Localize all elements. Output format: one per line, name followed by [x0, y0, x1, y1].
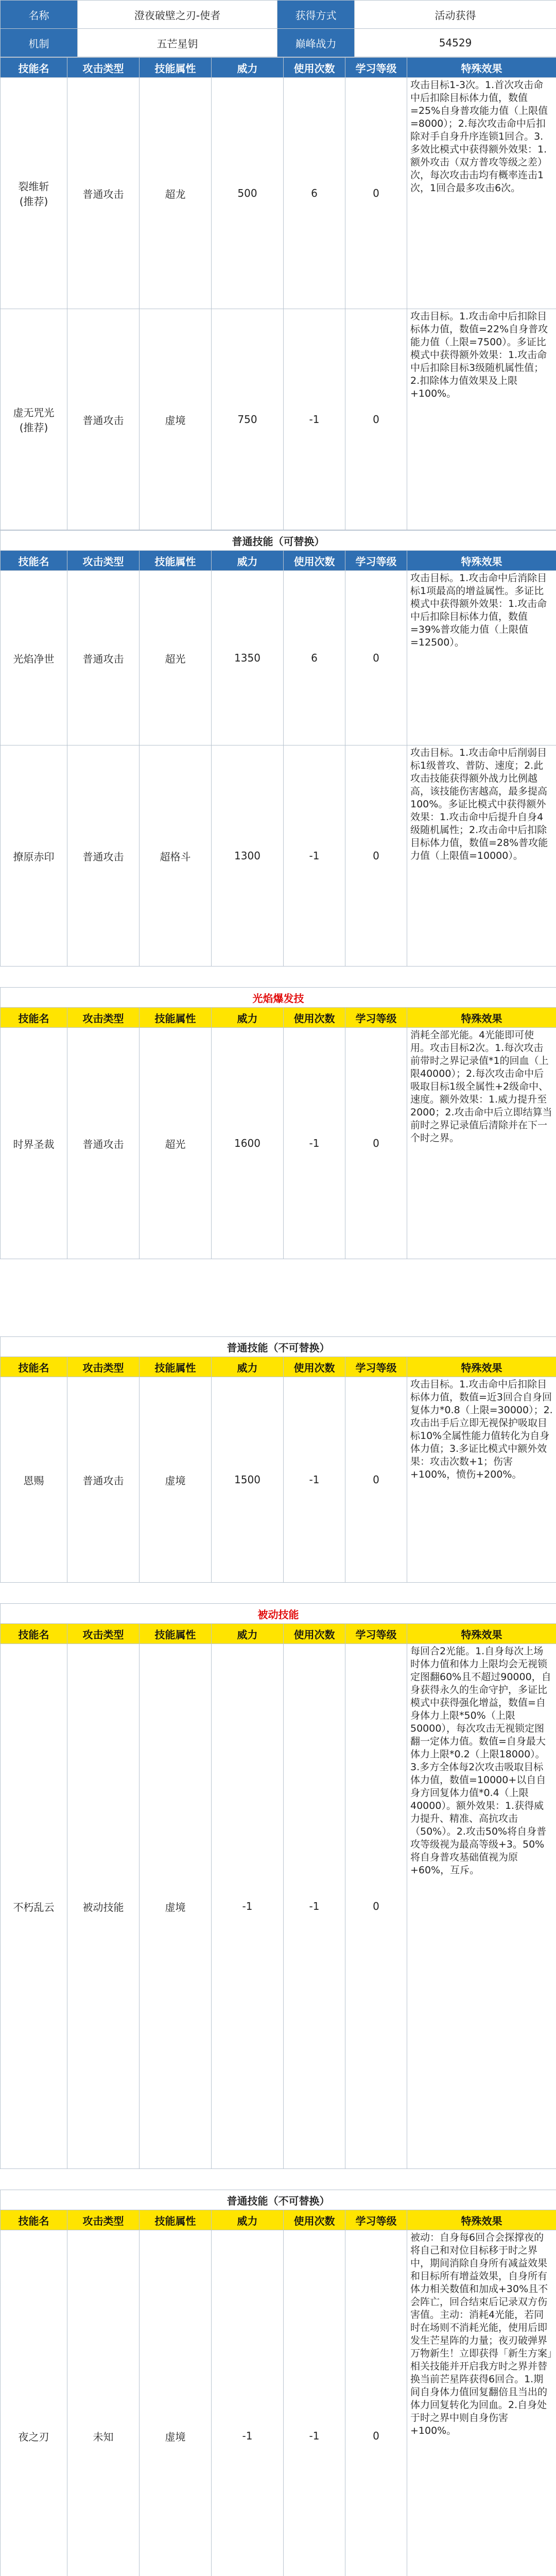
table-header-row: [1, 1624, 556, 1644]
info-table: [0, 0, 556, 57]
column-header: 技能属性: [140, 1008, 212, 1028]
column-header: 使用次数: [284, 1624, 345, 1644]
table-header-row: [1, 2210, 556, 2230]
attack-type: 未知: [67, 2230, 140, 2576]
special-effect: 消耗全部光能。4光能即可使用。攻击目标2次。1.每次攻击前带时之界记录值*1的回血（上限40000）；2.每次攻击命中后吸取目标1级全属性+2级命中、速度。额外效果：1.威力提升至2000；2.攻击命中后立即结算当前时之界记录值后清除并在下一个时之界。: [407, 1028, 556, 1259]
column-header: 技能属性: [140, 551, 212, 571]
skill-name: 裂维斩 (推荐): [1, 78, 67, 309]
column-header: 攻击类型: [67, 58, 140, 78]
column-header: 学习等级: [345, 1008, 407, 1028]
column-header: 技能名: [1, 58, 67, 78]
column-header: 使用次数: [284, 58, 345, 78]
skill-power: 1600: [212, 1028, 284, 1259]
skill-table: [0, 1336, 556, 1583]
column-header: 技能名: [1, 551, 67, 571]
attack-type: 普通攻击: [67, 745, 140, 967]
learn-level: 0: [345, 1644, 407, 2169]
column-header: 特殊效果: [407, 1624, 556, 1644]
learn-level: 0: [345, 2230, 407, 2576]
use-count: 6: [284, 571, 345, 745]
special-effect: 每回合2光能。1.自身每次上场时体力值和体力上限均会无视锁定图翻60%且不超过90000，自身获得永久的生命守护，多证比模式中获得强化增益，数值=自身体力上限*50%（上限50000），每次攻击无视锁定图翻一定体力值。数值=自身最大体力上限*0.2（上限18000）。3.多方全体每2次攻击吸取目标体力值，数值=10000+以自自身方回复体力值*0.4（上限40000）。额外效果：1.获得威力提升、精准、高抗攻击（50%）。2.攻击50%将自身普攻等级视为最高等级+3。50%将自身普攻基础值视为原+60%，互斥。: [407, 1644, 556, 2169]
table-row: [1, 309, 556, 530]
name-label: 名称: [1, 1, 78, 29]
learn-level: 0: [345, 571, 407, 745]
skill-name: 时界圣裁: [1, 1028, 67, 1259]
column-header: 特殊效果: [407, 58, 556, 78]
skill-attribute: 虚境: [140, 1644, 212, 2169]
skill-attribute: 超格斗: [140, 745, 212, 967]
column-header: 技能名: [1, 2210, 67, 2230]
power-label: 巅峰战力: [277, 29, 355, 57]
learn-level: 0: [345, 78, 407, 309]
table-row: [1, 1644, 556, 2169]
skill-sections: [0, 57, 556, 2576]
learn-level: 0: [345, 309, 407, 530]
column-header: 威力: [212, 1008, 284, 1028]
skill-attribute: 超龙: [140, 78, 212, 309]
special-effect: 被动：自身每6回合会探撑夜的将自己和对位目标移于时之界中，期间消除自身所有减益效果和目标所有增益效果，自身所有体力相关数值和加成+30%且不会阵亡，回合结束后记录双方伤害值。主动：消耗4光能，若同时在场则不消耗光能，使用后即发生芒星阵的力量；夜刃破弹界万物新生！立即获得「新生方案」相关技能并开启我方时之界并替换当前芒星阵获得6回合。1.期间自身体力值回复翻倍且当出的体力回复转化为回血。2.自身处于时之界中则自身伤害+100%。: [407, 2230, 556, 2576]
attack-type: 普通攻击: [67, 1377, 140, 1583]
skill-power: 1300: [212, 745, 284, 967]
column-header: 威力: [212, 2210, 284, 2230]
section-title: 普通技能（不可替换）: [1, 1337, 556, 1357]
column-header: 技能属性: [140, 58, 212, 78]
column-header: 学习等级: [345, 1357, 407, 1377]
acquire-value: 活动获得: [355, 1, 556, 29]
use-count: 6: [284, 78, 345, 309]
column-header: 使用次数: [284, 1357, 345, 1377]
skill-power: -1: [212, 1644, 284, 2169]
column-header: 技能名: [1, 1008, 67, 1028]
table-row: [1, 1377, 556, 1583]
section-gap: [0, 1259, 556, 1336]
column-header: 威力: [212, 1357, 284, 1377]
skill-name: 不朽乱云: [1, 1644, 67, 2169]
table-row: [1, 1028, 556, 1259]
attack-type: 被动技能: [67, 1644, 140, 2169]
skill-attribute: 超光: [140, 571, 212, 745]
section-gap: [0, 1583, 556, 1603]
table-header-row: [1, 1008, 556, 1028]
skill-power: 750: [212, 309, 284, 530]
skill-table: [0, 987, 556, 1259]
special-effect: 攻击目标。1.攻击命中后削弱目标1级普攻、普防、速度；2.此攻击技能获得额外战力比例越高，该技能伤害越高，最多提高100%。多证比模式中获得额外效果：1.攻击命中后提升自身4级随机属性；2.攻击命中后扣除目标体力值，数值=28%普攻能力值（上限值=10000）。: [407, 745, 556, 967]
section-title: 光焰爆发技: [1, 988, 556, 1008]
skill-table: [0, 530, 556, 967]
learn-level: 0: [345, 1377, 407, 1583]
name-value: 澄夜破壁之刃-使者: [78, 1, 277, 29]
special-effect: 攻击目标。1.攻击命中后消除目标1项最高的增益属性。多证比模式中获得额外效果：1.攻击命中后扣除目标体力值，数值=39%普攻能力值（上限值=12500）。: [407, 571, 556, 745]
table-row: [1, 745, 556, 967]
power-value: 54529: [355, 29, 556, 57]
column-header: 攻击类型: [67, 1624, 140, 1644]
skill-table: [0, 2190, 556, 2576]
table-row: [1, 78, 556, 309]
use-count: -1: [284, 309, 345, 530]
skill-power: -1: [212, 2230, 284, 2576]
use-count: -1: [284, 1377, 345, 1583]
skill-attribute: 虚境: [140, 309, 212, 530]
column-header: 攻击类型: [67, 2210, 140, 2230]
column-header: 威力: [212, 1624, 284, 1644]
skill-name: 夜之刃: [1, 2230, 67, 2576]
acquire-label: 获得方式: [277, 1, 355, 29]
skill-attribute: 虚境: [140, 2230, 212, 2576]
attack-type: 普通攻击: [67, 309, 140, 530]
column-header: 威力: [212, 551, 284, 571]
attack-type: 普通攻击: [67, 1028, 140, 1259]
column-header: 特殊效果: [407, 551, 556, 571]
column-header: 使用次数: [284, 2210, 345, 2230]
column-header: 学习等级: [345, 58, 407, 78]
skill-name: 光焰净世: [1, 571, 67, 745]
column-header: 学习等级: [345, 551, 407, 571]
column-header: 攻击类型: [67, 551, 140, 571]
column-header: 使用次数: [284, 1008, 345, 1028]
faction-value: 五芒星钥: [78, 29, 277, 57]
column-header: 攻击类型: [67, 1008, 140, 1028]
column-header: 技能属性: [140, 2210, 212, 2230]
skill-table: [0, 57, 556, 530]
special-effect: 攻击目标。1.攻击命中后扣除目标体力值，数值=近3回合自身回复体力*0.8（上限=30000）；2.攻击出手后立即无视保护吸取目标10%全属性能力值转化为自身体力值；3.多证比模式中额外效果：攻击次数+1；伤害+100%，愤伤+200%。: [407, 1377, 556, 1583]
column-header: 特殊效果: [407, 2210, 556, 2230]
skill-name: 虚无咒光 (推荐): [1, 309, 67, 530]
skill-name: 恩赐: [1, 1377, 67, 1583]
section-title: 普通技能（不可替换）: [1, 2190, 556, 2210]
column-header: 特殊效果: [407, 1008, 556, 1028]
use-count: -1: [284, 1644, 345, 2169]
section-title: 普通技能（可替换）: [1, 531, 556, 551]
special-effect: 攻击目标。1.攻击命中后扣除目标体力值，数值=22%自身普攻能力值（上限=7500）。多证比模式中获得额外效果：1.攻击命中后扣除目标3级随机属性值；2.扣除体力值效果及上限+100%。: [407, 309, 556, 530]
use-count: -1: [284, 1028, 345, 1259]
learn-level: 0: [345, 1028, 407, 1259]
section-gap: [0, 2169, 556, 2190]
table-row: [1, 571, 556, 745]
learn-level: 0: [345, 745, 407, 967]
skill-power: 1350: [212, 571, 284, 745]
column-header: 技能名: [1, 1357, 67, 1377]
special-effect: 攻击目标1-3次。1.首次攻击命中后扣除目标体力值，数值=25%自身普攻能力值（上限值=8000）；2.每次攻击命中后扣除对手自身升序连锁1回合。3.多效比模式中获得额外效果：1.额外攻击（双方普攻等级之差）次，每次攻击击均有概率连击1次，1回合最多攻击6次。: [407, 78, 556, 309]
column-header: 技能属性: [140, 1357, 212, 1377]
column-header: 攻击类型: [67, 1357, 140, 1377]
column-header: 技能名: [1, 1624, 67, 1644]
skill-name: 撩原赤印: [1, 745, 67, 967]
skill-attribute: 虚境: [140, 1377, 212, 1583]
skill-attribute: 超光: [140, 1028, 212, 1259]
column-header: 技能属性: [140, 1624, 212, 1644]
use-count: -1: [284, 2230, 345, 2576]
column-header: 学习等级: [345, 1624, 407, 1644]
column-header: 威力: [212, 58, 284, 78]
table-row: [1, 2230, 556, 2576]
skill-power: 500: [212, 78, 284, 309]
attack-type: 普通攻击: [67, 571, 140, 745]
skill-table: [0, 1603, 556, 2169]
use-count: -1: [284, 745, 345, 967]
column-header: 学习等级: [345, 2210, 407, 2230]
table-header-row: [1, 551, 556, 571]
table-header-row: [1, 1357, 556, 1377]
section-title: 被动技能: [1, 1604, 556, 1624]
faction-label: 机制: [1, 29, 78, 57]
column-header: 特殊效果: [407, 1357, 556, 1377]
table-header-row: [1, 58, 556, 78]
section-gap: [0, 967, 556, 987]
column-header: 使用次数: [284, 551, 345, 571]
attack-type: 普通攻击: [67, 78, 140, 309]
skill-power: 1500: [212, 1377, 284, 1583]
